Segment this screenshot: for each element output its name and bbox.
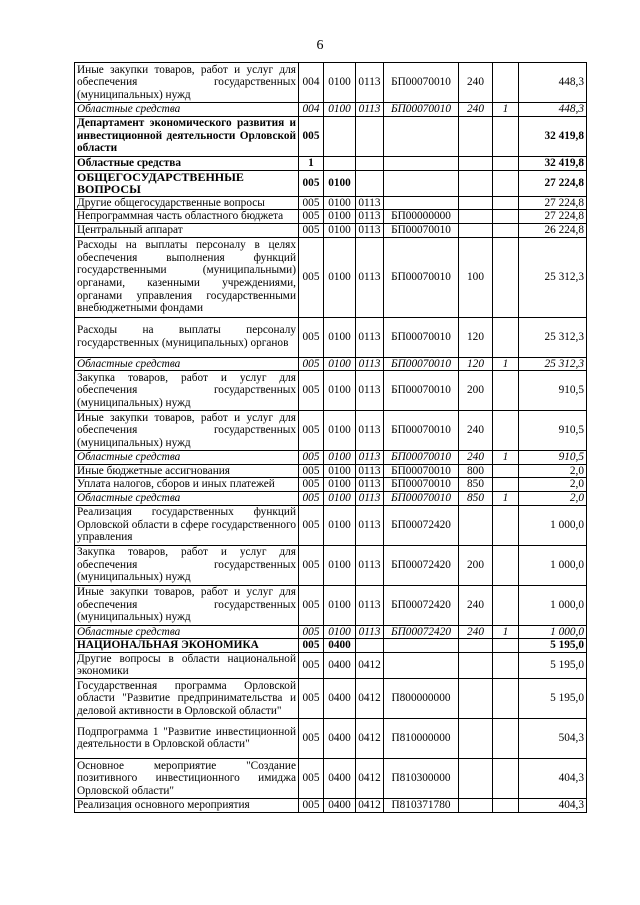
ministry-code-cell: 005 [299, 478, 324, 492]
expense-name-cell: Закупка товаров, работ и услуг для обеспечения государственных (муниципальных) нужд [75, 371, 299, 411]
section-code-cell: 0100 [324, 317, 356, 357]
target-article-cell [384, 116, 459, 156]
page-number: 6 [316, 38, 324, 53]
expense-name-cell: Областные средства [75, 451, 299, 465]
section-code-cell: 0100 [324, 464, 356, 478]
target-article-cell: БП00000000 [384, 210, 459, 224]
funding-source-cell [493, 652, 519, 678]
funding-source-cell [493, 718, 519, 758]
target-article-cell [384, 170, 459, 196]
funding-source-cell: 1 [493, 451, 519, 465]
funding-source-cell [493, 639, 519, 653]
table-row [75, 103, 587, 117]
budget-table [74, 62, 587, 813]
subsection-code-cell: 0113 [356, 545, 384, 585]
subsection-code-cell: 0412 [356, 718, 384, 758]
expense-type-cell: 240 [459, 411, 493, 451]
ministry-code-cell: 005 [299, 371, 324, 411]
amount-cell: 1 000,0 [519, 585, 587, 625]
amount-cell: 910,5 [519, 371, 587, 411]
expense-name-cell: Центральный аппарат [75, 223, 299, 237]
expense-name-cell: Иные закупки товаров, работ и услуг для обеспечения государственных (муниципальных) нужд [75, 411, 299, 451]
ministry-code-cell: 005 [299, 357, 324, 371]
funding-source-cell [493, 237, 519, 317]
expense-name-cell: Иные закупки товаров, работ и услуг для обеспечения государственных (муниципальных) нужд [75, 585, 299, 625]
funding-source-cell [493, 464, 519, 478]
expense-type-cell: 200 [459, 545, 493, 585]
expense-type-cell [459, 652, 493, 678]
expense-name-cell: Основное мероприятие "Создание позитивного инвестиционного имиджа Орловской области" [75, 758, 299, 798]
funding-source-cell [493, 585, 519, 625]
ministry-code-cell: 005 [299, 464, 324, 478]
target-article-cell: БП00070010 [384, 357, 459, 371]
expense-type-cell: 240 [459, 625, 493, 639]
expense-type-cell: 850 [459, 478, 493, 492]
section-code-cell: 0100 [324, 357, 356, 371]
amount-cell: 504,3 [519, 718, 587, 758]
expense-name-cell: Иные бюджетные ассигнования [75, 464, 299, 478]
subsection-code-cell: 0113 [356, 317, 384, 357]
subsection-code-cell: 0113 [356, 357, 384, 371]
section-code-cell: 0100 [324, 451, 356, 465]
expense-name-cell: Расходы на выплаты персоналу государственных (муниципальных) органов [75, 317, 299, 357]
ministry-code-cell: 004 [299, 103, 324, 117]
target-article-cell: БП00072420 [384, 545, 459, 585]
section-code-cell: 0100 [324, 196, 356, 210]
funding-source-cell [493, 223, 519, 237]
expense-name-cell: Областные средства [75, 625, 299, 639]
ministry-code-cell: 005 [299, 116, 324, 156]
amount-cell: 2,0 [519, 478, 587, 492]
target-article-cell: БП00070010 [384, 317, 459, 357]
expense-name-cell: ОБЩЕГОСУДАРСТВЕННЫЕ ВОПРОСЫ [75, 170, 299, 196]
funding-source-cell [493, 63, 519, 103]
section-code-cell: 0400 [324, 639, 356, 653]
ministry-code-cell: 005 [299, 545, 324, 585]
amount-cell: 404,3 [519, 758, 587, 798]
subsection-code-cell: 0113 [356, 625, 384, 639]
ministry-code-cell: 005 [299, 652, 324, 678]
expense-type-cell [459, 718, 493, 758]
table-row [75, 237, 587, 317]
section-code-cell: 0400 [324, 678, 356, 718]
amount-cell: 27 224,8 [519, 196, 587, 210]
amount-cell: 404,3 [519, 798, 587, 812]
ministry-code-cell: 005 [299, 196, 324, 210]
amount-cell: 448,3 [519, 103, 587, 117]
table-row [75, 798, 587, 812]
table-row [75, 116, 587, 156]
target-article-cell: БП00070010 [384, 411, 459, 451]
target-article-cell [384, 652, 459, 678]
funding-source-cell [493, 156, 519, 170]
amount-cell: 27 224,8 [519, 170, 587, 196]
expense-type-cell: 120 [459, 317, 493, 357]
expense-name-cell: НАЦИОНАЛЬНАЯ ЭКОНОМИКА [75, 639, 299, 653]
amount-cell: 910,5 [519, 451, 587, 465]
subsection-code-cell: 0412 [356, 678, 384, 718]
funding-source-cell: 1 [493, 625, 519, 639]
section-code-cell: 0400 [324, 798, 356, 812]
section-code-cell [324, 156, 356, 170]
subsection-code-cell [356, 639, 384, 653]
amount-cell: 448,3 [519, 63, 587, 103]
section-code-cell: 0100 [324, 411, 356, 451]
table-row [75, 478, 587, 492]
expense-name-cell: Областные средства [75, 491, 299, 505]
section-code-cell: 0100 [324, 545, 356, 585]
target-article-cell: БП00070010 [384, 478, 459, 492]
section-code-cell: 0100 [324, 491, 356, 505]
funding-source-cell [493, 798, 519, 812]
ministry-code-cell: 005 [299, 639, 324, 653]
amount-cell: 26 224,8 [519, 223, 587, 237]
section-code-cell: 0100 [324, 210, 356, 224]
ministry-code-cell: 005 [299, 223, 324, 237]
expense-type-cell [459, 156, 493, 170]
amount-cell: 25 312,3 [519, 317, 587, 357]
expense-type-cell [459, 210, 493, 224]
table-row [75, 411, 587, 451]
ministry-code-cell: 005 [299, 625, 324, 639]
expense-type-cell: 240 [459, 585, 493, 625]
target-article-cell: БП00072420 [384, 625, 459, 639]
section-code-cell: 0400 [324, 718, 356, 758]
section-code-cell: 0100 [324, 237, 356, 317]
target-article-cell: П810000000 [384, 718, 459, 758]
expense-name-cell: Департамент экономического развития и инвестиционной деятельности Орловской области [75, 116, 299, 156]
subsection-code-cell: 0113 [356, 505, 384, 545]
target-article-cell: БП00072420 [384, 585, 459, 625]
expense-name-cell: Иные закупки товаров, работ и услуг для обеспечения государственных (муниципальных) нужд [75, 63, 299, 103]
expense-name-cell: Другие общегосударственные вопросы [75, 196, 299, 210]
ministry-code-cell: 005 [299, 798, 324, 812]
funding-source-cell [493, 678, 519, 718]
subsection-code-cell: 0113 [356, 237, 384, 317]
target-article-cell: П800000000 [384, 678, 459, 718]
ministry-code-cell: 005 [299, 491, 324, 505]
expense-name-cell: Закупка товаров, работ и услуг для обеспечения государственных (муниципальных) нужд [75, 545, 299, 585]
amount-cell: 32 419,8 [519, 156, 587, 170]
amount-cell: 5 195,0 [519, 652, 587, 678]
target-article-cell: БП00070010 [384, 63, 459, 103]
table-row [75, 156, 587, 170]
table-row [75, 63, 587, 103]
expense-name-cell: Расходы на выплаты персоналу в целях обеспечения выполнения функций государственными (муниципальными) органами, казенными учреждениями, органами управления государственными внебюджетными фондами [75, 237, 299, 317]
funding-source-cell [493, 505, 519, 545]
amount-cell: 1 000,0 [519, 545, 587, 585]
expense-type-cell [459, 798, 493, 812]
section-code-cell: 0400 [324, 652, 356, 678]
funding-source-cell [493, 170, 519, 196]
funding-source-cell [493, 545, 519, 585]
funding-source-cell: 1 [493, 103, 519, 117]
section-code-cell: 0100 [324, 63, 356, 103]
table-row [75, 317, 587, 357]
target-article-cell: БП00070010 [384, 223, 459, 237]
ministry-code-cell: 005 [299, 317, 324, 357]
target-article-cell: П810300000 [384, 758, 459, 798]
funding-source-cell: 1 [493, 491, 519, 505]
funding-source-cell [493, 758, 519, 798]
expense-type-cell [459, 116, 493, 156]
table-row [75, 678, 587, 718]
subsection-code-cell: 0113 [356, 196, 384, 210]
expense-type-cell [459, 758, 493, 798]
amount-cell: 1 000,0 [519, 625, 587, 639]
section-code-cell: 0100 [324, 103, 356, 117]
table-row [75, 196, 587, 210]
subsection-code-cell: 0113 [356, 223, 384, 237]
funding-source-cell [493, 317, 519, 357]
expense-type-cell: 120 [459, 357, 493, 371]
table-row [75, 639, 587, 653]
target-article-cell: БП00070010 [384, 103, 459, 117]
ministry-code-cell: 005 [299, 585, 324, 625]
subsection-code-cell: 0113 [356, 371, 384, 411]
expense-name-cell: Непрограммная часть областного бюджета [75, 210, 299, 224]
table-row [75, 357, 587, 371]
budget-table-body [75, 63, 587, 813]
section-code-cell: 0100 [324, 371, 356, 411]
funding-source-cell [493, 478, 519, 492]
amount-cell: 5 195,0 [519, 639, 587, 653]
amount-cell: 32 419,8 [519, 116, 587, 156]
subsection-code-cell: 0412 [356, 798, 384, 812]
table-row [75, 585, 587, 625]
ministry-code-cell: 005 [299, 678, 324, 718]
expense-type-cell [459, 196, 493, 210]
table-row [75, 652, 587, 678]
expense-name-cell: Областные средства [75, 357, 299, 371]
expense-type-cell: 240 [459, 103, 493, 117]
funding-source-cell [493, 210, 519, 224]
table-row [75, 210, 587, 224]
table-row [75, 223, 587, 237]
section-code-cell: 0100 [324, 625, 356, 639]
expense-name-cell: Областные средства [75, 156, 299, 170]
ministry-code-cell: 005 [299, 170, 324, 196]
amount-cell: 25 312,3 [519, 237, 587, 317]
ministry-code-cell: 005 [299, 718, 324, 758]
subsection-code-cell: 0113 [356, 478, 384, 492]
subsection-code-cell: 0113 [356, 585, 384, 625]
section-code-cell: 0100 [324, 170, 356, 196]
table-row [75, 451, 587, 465]
amount-cell: 2,0 [519, 464, 587, 478]
target-article-cell [384, 639, 459, 653]
table-row [75, 505, 587, 545]
target-article-cell: БП00070010 [384, 491, 459, 505]
subsection-code-cell [356, 156, 384, 170]
amount-cell: 5 195,0 [519, 678, 587, 718]
target-article-cell: БП00070010 [384, 464, 459, 478]
table-row [75, 170, 587, 196]
expense-name-cell: Областные средства [75, 103, 299, 117]
table-row [75, 371, 587, 411]
ministry-code-cell: 005 [299, 758, 324, 798]
expense-type-cell: 100 [459, 237, 493, 317]
subsection-code-cell: 0113 [356, 411, 384, 451]
expense-type-cell: 200 [459, 371, 493, 411]
ministry-code-cell: 005 [299, 411, 324, 451]
table-row [75, 758, 587, 798]
section-code-cell: 0100 [324, 478, 356, 492]
table-row [75, 545, 587, 585]
section-code-cell: 0100 [324, 585, 356, 625]
target-article-cell: БП00070010 [384, 237, 459, 317]
expense-type-cell: 850 [459, 491, 493, 505]
subsection-code-cell: 0113 [356, 491, 384, 505]
funding-source-cell [493, 371, 519, 411]
subsection-code-cell: 0113 [356, 63, 384, 103]
expense-type-cell: 800 [459, 464, 493, 478]
funding-source-cell: 1 [493, 357, 519, 371]
target-article-cell: П810371780 [384, 798, 459, 812]
subsection-code-cell [356, 116, 384, 156]
subsection-code-cell: 0412 [356, 652, 384, 678]
subsection-code-cell: 0113 [356, 464, 384, 478]
target-article-cell: БП00072420 [384, 505, 459, 545]
section-code-cell: 0100 [324, 505, 356, 545]
amount-cell: 27 224,8 [519, 210, 587, 224]
expense-type-cell [459, 678, 493, 718]
ministry-code-cell: 1 [299, 156, 324, 170]
expense-type-cell [459, 170, 493, 196]
amount-cell: 910,5 [519, 411, 587, 451]
table-row [75, 625, 587, 639]
expense-type-cell [459, 639, 493, 653]
ministry-code-cell: 005 [299, 505, 324, 545]
section-code-cell: 0100 [324, 223, 356, 237]
expense-name-cell: Уплата налогов, сборов и иных платежей [75, 478, 299, 492]
subsection-code-cell: 0113 [356, 451, 384, 465]
ministry-code-cell: 005 [299, 210, 324, 224]
funding-source-cell [493, 196, 519, 210]
subsection-code-cell: 0113 [356, 210, 384, 224]
amount-cell: 2,0 [519, 491, 587, 505]
table-row [75, 464, 587, 478]
funding-source-cell [493, 116, 519, 156]
expense-name-cell: Другие вопросы в области национальной экономики [75, 652, 299, 678]
target-article-cell: БП00070010 [384, 371, 459, 411]
target-article-cell [384, 156, 459, 170]
target-article-cell: БП00070010 [384, 451, 459, 465]
table-row [75, 491, 587, 505]
table-row [75, 718, 587, 758]
expense-type-cell [459, 505, 493, 545]
expense-type-cell [459, 223, 493, 237]
ministry-code-cell: 004 [299, 63, 324, 103]
expense-name-cell: Государственная программа Орловской области "Развитие предпринимательства и деловой активности в Орловской области" [75, 678, 299, 718]
target-article-cell [384, 196, 459, 210]
funding-source-cell [493, 411, 519, 451]
ministry-code-cell: 005 [299, 451, 324, 465]
ministry-code-cell: 005 [299, 237, 324, 317]
amount-cell: 25 312,3 [519, 357, 587, 371]
section-code-cell [324, 116, 356, 156]
expense-name-cell: Подпрограмма 1 "Развитие инвестиционной деятельности в Орловской области" [75, 718, 299, 758]
subsection-code-cell: 0113 [356, 103, 384, 117]
amount-cell: 1 000,0 [519, 505, 587, 545]
subsection-code-cell: 0412 [356, 758, 384, 798]
expense-type-cell: 240 [459, 63, 493, 103]
expense-name-cell: Реализация основного мероприятия [75, 798, 299, 812]
expense-type-cell: 240 [459, 451, 493, 465]
expense-name-cell: Реализация государственных функций Орловской области в сфере государственного управления [75, 505, 299, 545]
section-code-cell: 0400 [324, 758, 356, 798]
subsection-code-cell [356, 170, 384, 196]
